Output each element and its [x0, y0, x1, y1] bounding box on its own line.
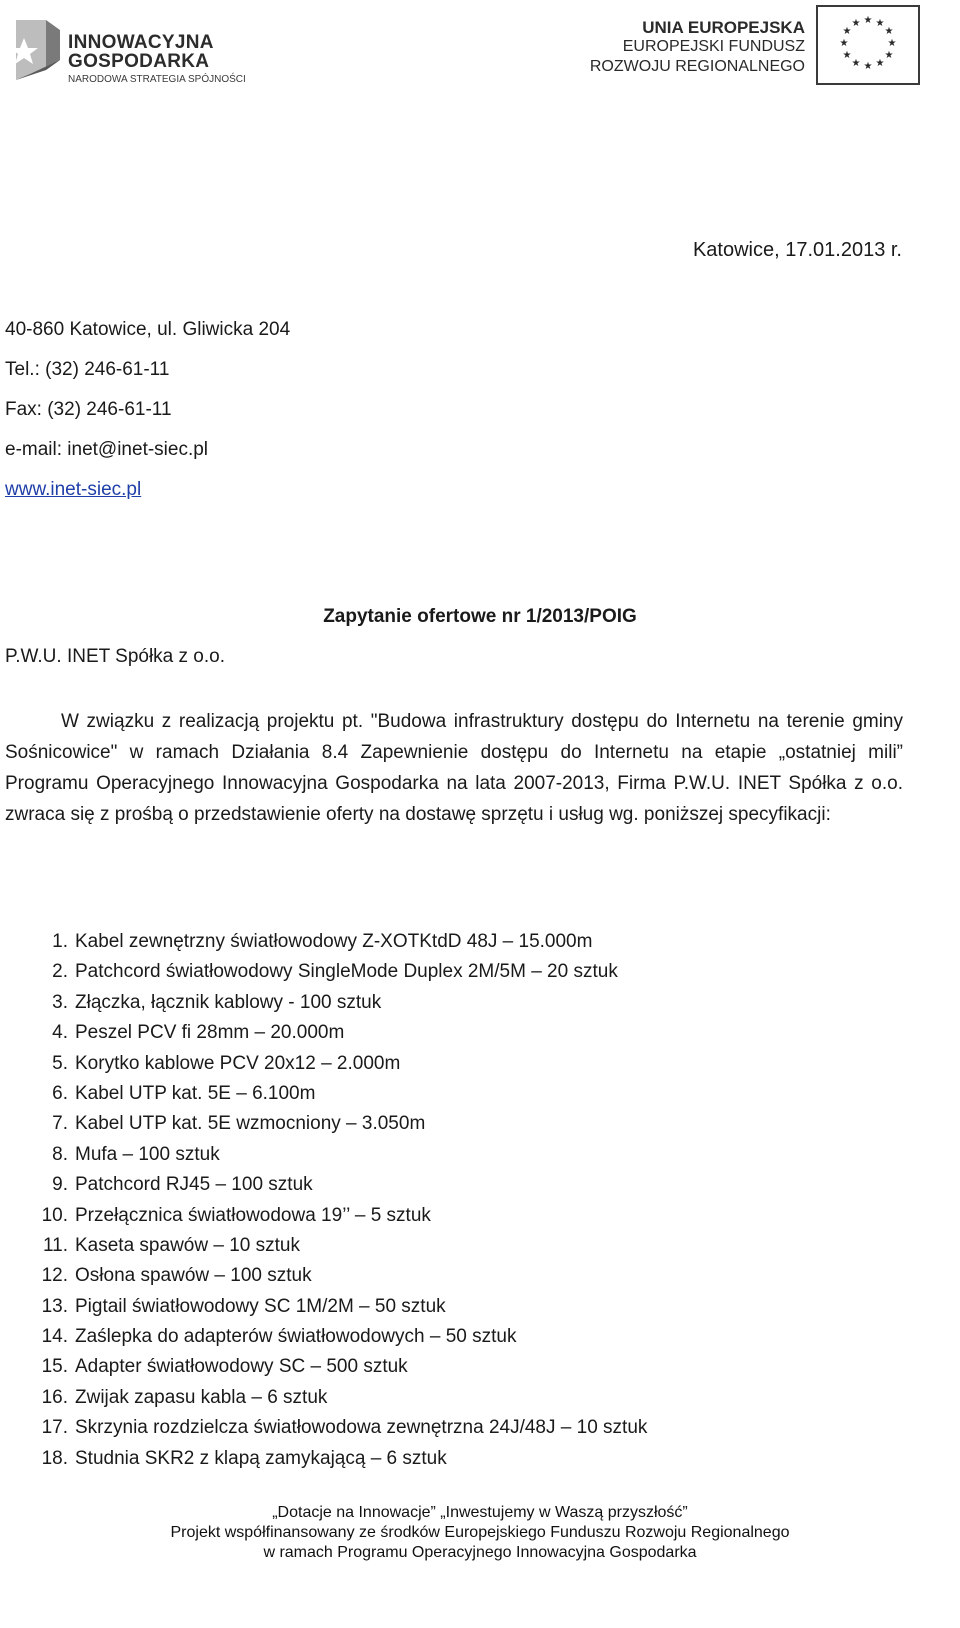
intro-text: W związku z realizacją projektu pt. "Budowa infrastruktury dostępu do Internetu na terenie gminy Sośnicowice" w ramach Działania 8.4 Zapewnienie dostępu do Internetu na etapie „ostatniej mili” Programu Operacyjnego Innowacyjna Gospodarka na lata 2007-2013, Firma P.W.U. INET Spółka z o.o. zwraca się z prośbą o przedstawienie oferty na dostawę sprzętu i usług wg. poniższej specyfikacji: [5, 711, 903, 825]
list-item-text: Studnia SKR2 z klapą zamykającą – 6 sztuk [75, 1447, 447, 1469]
list-item-text: Pigtail światłowodowy SC 1M/2M – 50 sztuk [75, 1295, 446, 1317]
svg-text:★: ★ [839, 38, 849, 49]
innowacyjna-gospodarka-logo [10, 16, 246, 86]
list-item-text: Osłona spawów – 100 sztuk [75, 1265, 312, 1287]
sender-address: 40-860 Katowice, ul. Gliwicka 204 [5, 319, 291, 340]
svg-text:★: ★ [863, 15, 873, 26]
list-item-number: 4. [52, 1022, 68, 1044]
list-item [30, 1292, 647, 1322]
list-item [30, 1231, 647, 1261]
sender-email: e-mail: inet@inet-siec.pl [5, 439, 209, 460]
footer [0, 1503, 960, 1563]
list-item-text: Zwijak zapasu kabla – 6 sztuk [75, 1386, 328, 1408]
list-item-number: 5. [52, 1052, 68, 1074]
list-item-number: 9. [52, 1174, 68, 1196]
list-item [30, 1383, 647, 1413]
list-item-text: Kabel UTP kat. 5E wzmocniony – 3.050m [75, 1113, 426, 1135]
list-item-number: 10. [41, 1204, 68, 1226]
list-item [30, 1049, 647, 1079]
list-item-number: 15. [41, 1356, 68, 1378]
list-item [30, 1018, 647, 1048]
list-item-number: 7. [52, 1113, 68, 1135]
list-item [30, 1079, 647, 1109]
list-item [30, 1444, 647, 1474]
sender-fax: Fax: (32) 246-61-11 [5, 399, 172, 420]
svg-text:★: ★ [842, 50, 852, 61]
list-item-text: Patchcord światłowodowy SingleMode Duplex 2M/5M – 20 sztuk [75, 961, 618, 983]
list-item-number: 12. [41, 1265, 68, 1287]
list-item [30, 988, 647, 1018]
svg-text:★: ★ [875, 58, 885, 69]
eu-logo-line2: EUROPEJSKI FUNDUSZ [622, 38, 805, 55]
document-title: Zapytanie ofertowe nr 1/2013/POIG [323, 606, 637, 627]
list-item-number: 8. [52, 1143, 68, 1165]
svg-text:★: ★ [887, 38, 897, 49]
list-item-number: 17. [41, 1417, 68, 1439]
list-item [30, 1261, 647, 1291]
list-item [30, 1413, 647, 1443]
list-item-number: 14. [41, 1326, 68, 1348]
logo-left-line2: GOSPODARKA [68, 51, 210, 72]
svg-text:★: ★ [851, 18, 861, 29]
list-item-number: 3. [52, 991, 68, 1013]
sender-website-link[interactable]: www.inet-siec.pl [5, 479, 142, 500]
sender-tel: Tel.: (32) 246-61-11 [5, 359, 170, 380]
svg-text:★: ★ [875, 18, 885, 29]
list-item-text: Kabel zewnętrzny światłowodowy Z-XOTKtdD 48J – 15.000m [75, 931, 593, 952]
svg-text:★: ★ [884, 26, 894, 37]
list-item-number: 13. [41, 1295, 68, 1317]
svg-text:★: ★ [851, 58, 861, 69]
list-item [30, 1109, 647, 1139]
list-item-text: Peszel PCV fi 28mm – 20.000m [75, 1022, 345, 1044]
list-item [30, 1201, 647, 1231]
list-item [30, 1352, 647, 1382]
list-item-text: Zaślepka do adapterów światłowodowych – 50 sztuk [75, 1326, 517, 1348]
list-item [30, 1170, 647, 1200]
sender-company: P.W.U. INET Spółka z o.o. [5, 646, 226, 667]
eu-flag-icon [816, 5, 920, 85]
list-item-text: Złączka, łącznik kablowy - 100 sztuk [75, 991, 382, 1013]
eu-logo-line3: ROZWOJU REGIONALNEGO [589, 58, 805, 75]
logo-left-line1: INNOWACYJNA [68, 32, 214, 53]
list-item-text: Adapter światłowodowy SC – 500 sztuk [75, 1356, 408, 1378]
list-item-number: 16. [41, 1386, 68, 1408]
list-item-number: 11. [42, 1234, 68, 1256]
list-item-text: Kaseta spawów – 10 sztuk [75, 1234, 300, 1256]
list-item-text: Patchcord RJ45 – 100 sztuk [75, 1174, 313, 1196]
list-item-text: Mufa – 100 sztuk [75, 1143, 220, 1165]
list-item-text: Kabel UTP kat. 5E – 6.100m [75, 1082, 316, 1104]
logo-left-line3: NARODOWA STRATEGIA SPÓJNOŚCI [68, 74, 246, 85]
specification-list [30, 927, 647, 1474]
footer-line2: Projekt współfinansowany ze środków Europejskiego Funduszu Rozwoju Regionalnego [170, 1524, 790, 1541]
list-item [30, 957, 647, 987]
list-item [30, 1140, 647, 1170]
footer-line3: w ramach Programu Operacyjnego Innowacyjna Gospodarka [263, 1544, 697, 1561]
svg-text:★: ★ [884, 50, 894, 61]
list-item [30, 927, 647, 957]
eu-logo [589, 5, 960, 91]
svg-text:★: ★ [863, 61, 873, 72]
list-item-number: 18. [41, 1447, 68, 1469]
list-item-number: 1. [52, 931, 68, 952]
list-item-text: Przełącznica światłowodowa 19’’ – 5 sztuk [75, 1204, 431, 1226]
list-item-text: Korytko kablowe PCV 20x12 – 2.000m [75, 1052, 401, 1074]
logo-emblem-icon [10, 16, 66, 88]
intro-paragraph [5, 706, 903, 830]
letter-date: Katowice, 17.01.2013 r. [692, 239, 902, 261]
list-item [30, 1322, 647, 1352]
list-item-text: Skrzynia rozdzielcza światłowodowa zewnętrzna 24J/48J – 10 sztuk [75, 1417, 648, 1439]
eu-logo-line1: UNIA EUROPEJSKA [642, 18, 805, 37]
list-item-number: 6. [52, 1082, 68, 1104]
footer-line1: „Dotacje na Innowacje” „Inwestujemy w Waszą przyszłość” [272, 1504, 688, 1521]
list-item-number: 2. [52, 961, 68, 983]
svg-text:★: ★ [842, 26, 852, 37]
